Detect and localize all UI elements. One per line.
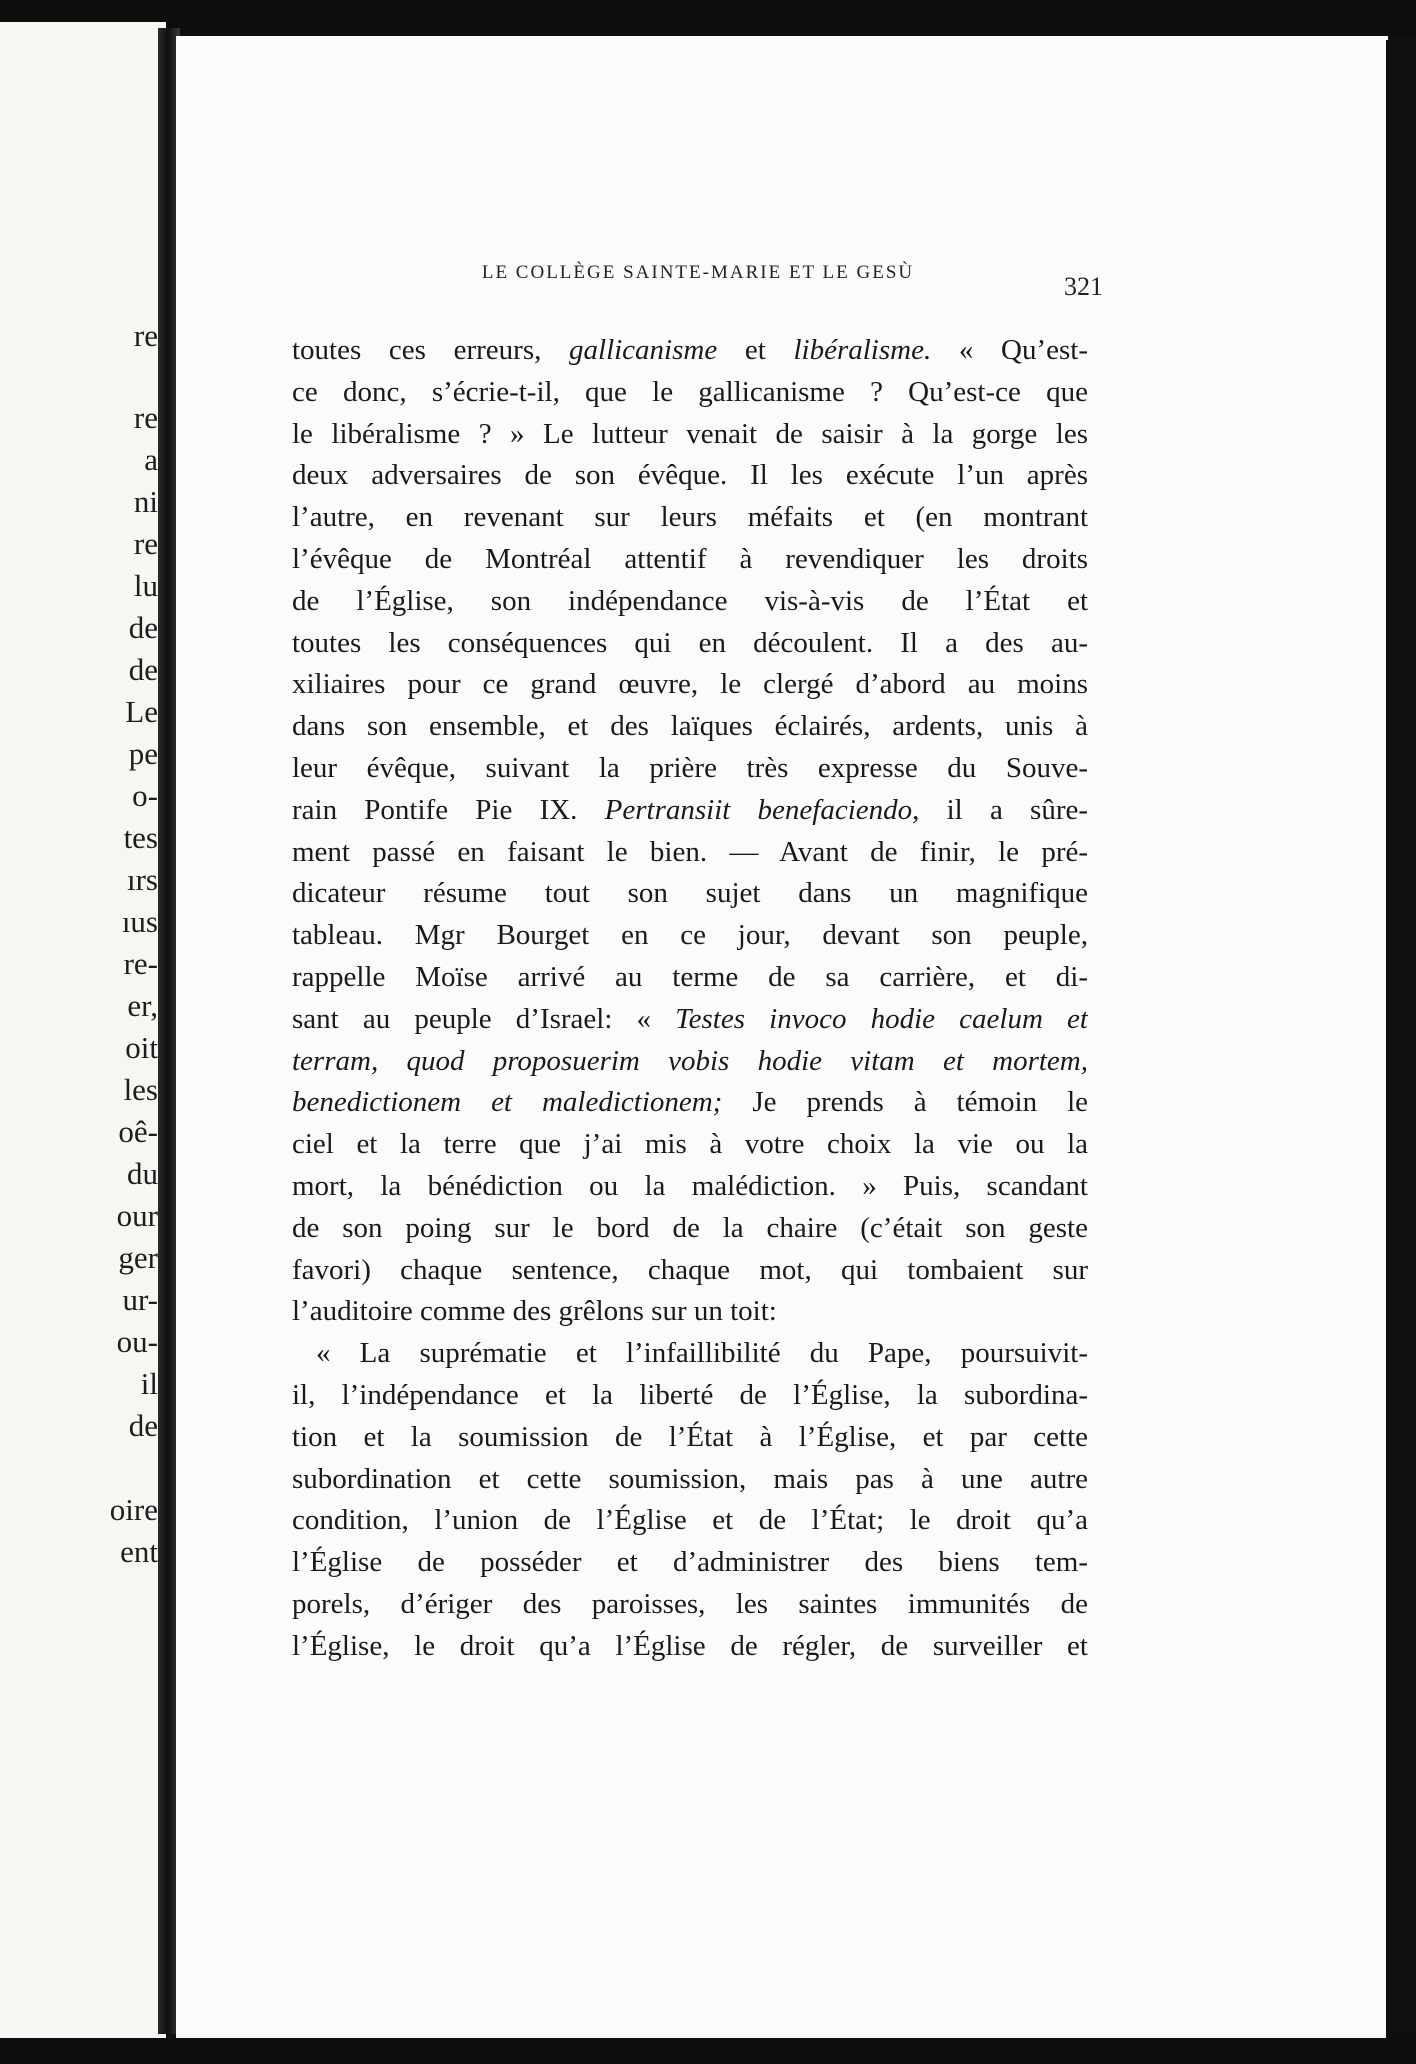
- scan-top-border: [0, 0, 1416, 38]
- facing-page-fragment-text: il: [140, 1366, 158, 1401]
- facing-page-fragment-text: les: [123, 1072, 158, 1107]
- text-span: l’auditoire comme des grêlons sur un toit:: [292, 1295, 777, 1328]
- text-line: [292, 455, 1088, 497]
- facing-page-fragment-text: our: [116, 1198, 158, 1233]
- text-line: [292, 832, 1088, 874]
- text-span: sant au peuple d’Israel: «: [292, 1002, 676, 1035]
- text-line: [292, 1542, 1088, 1584]
- text-span: dans son ensemble, et des laïques éclairés, ardents, unis à: [292, 710, 1088, 743]
- text-line: [292, 915, 1088, 957]
- text-span: ciel et la terre que j’ai mis à votre choix la vie ou la: [292, 1128, 1088, 1161]
- facing-page-fragment-text: ni: [133, 484, 158, 519]
- facing-page-fragment-text: oire: [109, 1492, 158, 1527]
- facing-page-fragment-text: a: [144, 442, 158, 477]
- text-span: « Qu’est-: [931, 334, 1088, 366]
- text-span: toutes ces erreurs,: [292, 334, 570, 366]
- facing-page-fragment-text: du: [127, 1156, 158, 1191]
- facing-page-fragment-text: pe: [128, 736, 158, 771]
- facing-page-fragment-text: re: [133, 400, 158, 435]
- text-line: [292, 1626, 1088, 1668]
- text-line: [292, 790, 1088, 832]
- text-span: rain Pontife Pie IX.: [292, 793, 605, 826]
- text-line: [292, 1500, 1088, 1542]
- facing-page-fragment-text: ur-: [122, 1282, 158, 1317]
- scan-bottom-border: [0, 2038, 1416, 2064]
- text-line: [292, 999, 1088, 1041]
- text-line: [292, 1291, 1088, 1333]
- italic-text: gallicanisme: [569, 334, 718, 366]
- facing-page-fragment-text: ırs: [127, 862, 158, 897]
- facing-page-fragment-text: er,: [127, 988, 158, 1023]
- text-line: [292, 1459, 1088, 1501]
- text-span: l’Église, le droit qu’a l’Église de régler, de surveiller et: [292, 1629, 1088, 1662]
- text-span: Je prends à témoin le: [722, 1086, 1088, 1119]
- text-span: de son poing sur le bord de la chaire (c’était son geste: [292, 1211, 1088, 1244]
- running-head: LE COLLÈGE SAINTE-MARIE ET LE GESÙ: [481, 262, 915, 283]
- text-line: [292, 1333, 1088, 1375]
- text-span: subordination et cette soumission, mais pas à une autre: [292, 1462, 1088, 1495]
- text-span: dicateur résume tout son sujet dans un magnifique: [292, 877, 1088, 910]
- facing-page-fragment-text: de: [128, 652, 158, 687]
- text-span: deux adversaires de son évêque. Il les exécute l’un après: [292, 459, 1088, 492]
- text-line: [292, 497, 1088, 539]
- facing-page-fragment-text: tes: [123, 820, 158, 855]
- italic-text: libéralisme.: [793, 334, 932, 366]
- text-line: [292, 539, 1088, 581]
- text-span: il a sûre-: [919, 793, 1088, 826]
- facing-page-fragment: [0, 22, 166, 2040]
- text-line: [292, 414, 1088, 456]
- facing-page-fragment-text: de: [128, 610, 158, 645]
- text-line: [292, 706, 1088, 748]
- text-span: leur évêque, suivant la prière très expresse du Souve-: [292, 751, 1088, 784]
- text-line: [292, 1250, 1088, 1292]
- text-span: toutes les conséquences qui en découlent. Il a des au-: [292, 626, 1088, 659]
- text-span: de l’Église, son indépendance vis-à-vis de l’État et: [292, 584, 1088, 617]
- facing-page-fragment-text: de: [128, 1408, 158, 1443]
- text-span: tion et la soumission de l’État à l’Église, et par cette: [292, 1420, 1088, 1453]
- facing-page-fragment-text: o-: [132, 778, 158, 813]
- italic-text: terram, quod proposuerim vobis hodie vitam et mortem,: [292, 1044, 1088, 1077]
- facing-page-fragment-text: Le: [125, 694, 158, 729]
- text-span: l’Église de posséder et d’administrer des biens tem-: [292, 1546, 1088, 1579]
- text-span: mort, la bénédiction ou la malédiction. » Puis, scandant: [292, 1169, 1088, 1202]
- text-span: et: [717, 334, 794, 366]
- facing-page-fragment-text: lu: [133, 568, 158, 603]
- facing-page-fragment-text: oê-: [118, 1114, 158, 1149]
- text-line: [292, 1208, 1088, 1250]
- text-span: l’évêque de Montréal attentif à revendiquer les droits: [292, 542, 1088, 575]
- text-span: ment passé en faisant le bien. — Avant de finir, le pré-: [292, 835, 1088, 868]
- italic-text: benedictionem et maledictionem;: [292, 1086, 723, 1119]
- text-line: [292, 581, 1088, 623]
- text-line: [292, 664, 1088, 706]
- text-span: « La suprématie et l’infaillibilité du Pape, poursuivit-: [316, 1337, 1088, 1370]
- text-line: [292, 1041, 1088, 1083]
- facing-page-fragment-text: oit: [125, 1030, 158, 1065]
- text-span: rappelle Moïse arrivé au terme de sa carrière, et di-: [292, 960, 1088, 993]
- scan-right-border: [1386, 40, 1416, 2040]
- body-text: [292, 330, 1088, 1668]
- facing-page-fragment-text: ou-: [116, 1324, 158, 1359]
- facing-page-fragment-text: re: [133, 526, 158, 561]
- text-line: [292, 748, 1088, 790]
- text-line: [292, 1375, 1088, 1417]
- text-line: [292, 873, 1088, 915]
- text-span: porels, d’ériger des paroisses, les saintes immunités de: [292, 1587, 1088, 1620]
- text-span: ce donc, s’écrie-t-il, que le gallicanisme ? Qu’est-ce que: [292, 375, 1088, 408]
- facing-page-fragment-text: ger: [118, 1240, 158, 1275]
- text-span: l’autre, en revenant sur leurs méfaits et (en montrant: [292, 501, 1088, 534]
- text-span: condition, l’union de l’Église et de l’État; le droit qu’a: [292, 1504, 1088, 1537]
- text-line: [292, 372, 1088, 414]
- facing-page-fragment-text: re-: [123, 946, 158, 981]
- text-line: [292, 1417, 1088, 1459]
- text-line: [292, 1124, 1088, 1166]
- text-line: [292, 1584, 1088, 1626]
- text-span: tableau. Mgr Bourget en ce jour, devant son peuple,: [292, 919, 1088, 952]
- facing-page-fragment-text: ıus: [121, 904, 158, 939]
- facing-page-fragment-text: re: [133, 318, 158, 353]
- text-span: favori) chaque sentence, chaque mot, qui tombaient sur: [292, 1253, 1088, 1286]
- text-span: il, l’indépendance et la liberté de l’Église, la subordina-: [292, 1378, 1088, 1411]
- text-line: [292, 1166, 1088, 1208]
- text-line: [292, 330, 1088, 372]
- italic-text: Testes invoco hodie caelum et: [675, 1002, 1088, 1035]
- facing-page-fragment-text: ent: [120, 1534, 158, 1569]
- text-line: [292, 623, 1088, 665]
- italic-text: Pertransiit benefaciendo,: [604, 793, 920, 826]
- text-line: [292, 957, 1088, 999]
- text-span: xiliaires pour ce grand œuvre, le clergé d’abord au moins: [292, 668, 1088, 701]
- page-number: 321: [1064, 272, 1103, 301]
- text-line: [292, 1082, 1088, 1124]
- text-span: le libéralisme ? » Le lutteur venait de saisir à la gorge les: [292, 417, 1088, 450]
